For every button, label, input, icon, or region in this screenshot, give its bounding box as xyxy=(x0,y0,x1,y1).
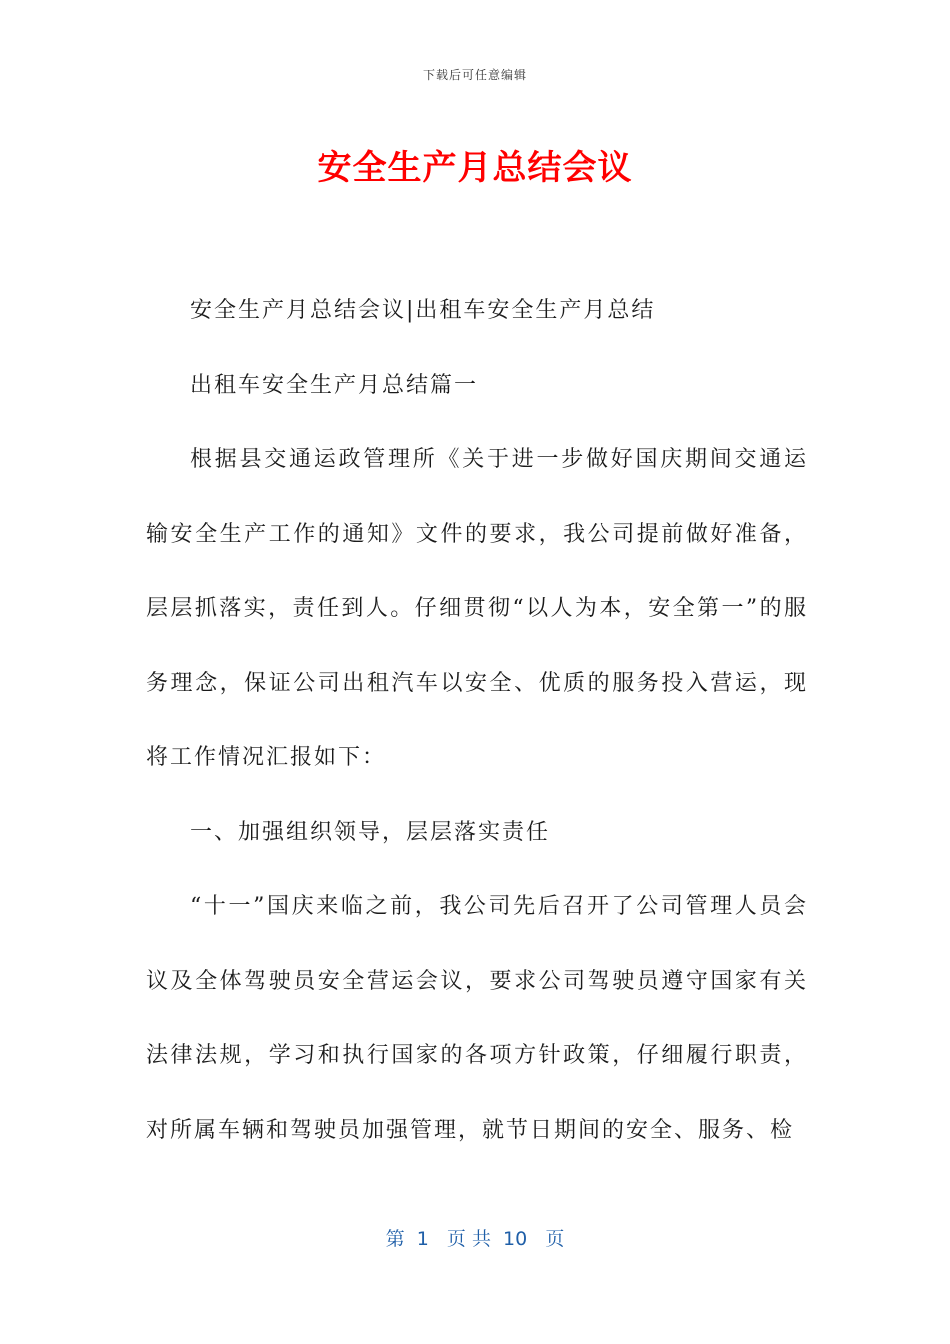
paragraph: 安全生产月总结会议|出租车安全生产月总结 xyxy=(190,298,656,323)
header-note: 下载后可任意编辑 xyxy=(422,68,527,82)
paragraph: 一、加强组织领导，层层落实责任 xyxy=(190,819,551,845)
document-body xyxy=(146,274,808,1168)
paragraph: 出租车安全生产月总结篇一 xyxy=(190,372,479,398)
document-title: 安全生产月总结会议 xyxy=(317,148,633,188)
page-number: 第 1 页 共 10 页 xyxy=(385,1228,565,1250)
paragraph: “十一”国庆来临之前，我公司先后召开了公司管理人员会议及全体驾驶员安全营运会议，要求公司驾驶员遵守国家有关法律法规，学习和执行国家的各项方针政策，仔细履行职责，对所属车辆和驾驶员加强管理，就节日期间的安全、服务、检 xyxy=(146,894,808,1143)
paragraph: 根据县交通运政管理所《关于进一步做好国庆期间交通运输安全生产工作的通知》文件的要求，我公司提前做好准备，层层抓落实，责任到人。仔细贯彻“以人为本，安全第一”的服务理念，保证公司出租汽车以安全、优质的服务投入营运，现将工作情况汇报如下： xyxy=(146,447,808,770)
